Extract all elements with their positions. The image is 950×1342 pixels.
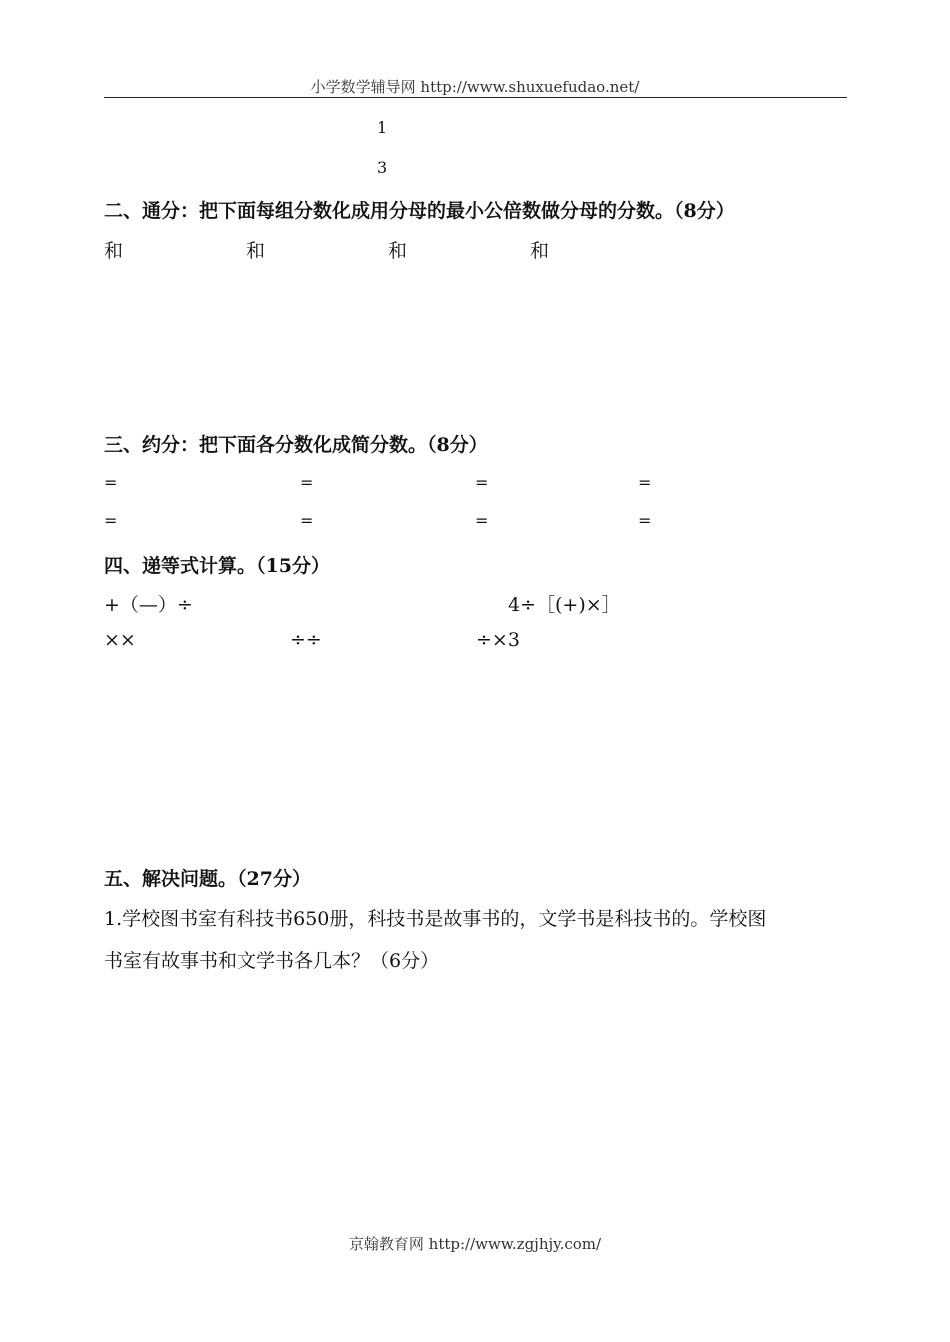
page-footer: 京翰教育网 http://www.zgjhjy.com/	[348, 1235, 602, 1253]
section-4-expression: +（—）÷	[104, 594, 193, 616]
section-2-item: 和	[530, 240, 550, 262]
section-3-equals: =	[638, 511, 652, 530]
section-4-expression: ÷×3	[476, 629, 520, 651]
section-5-title: 五、解决问题。（27分）	[104, 868, 311, 890]
section-3-equals: =	[300, 511, 314, 530]
section-3-equals: =	[104, 511, 118, 530]
section-3-equals: =	[638, 473, 652, 492]
question-1-line-2: 书室有故事书和文学书各几本？（6分）	[104, 950, 440, 972]
section-4-expression: ÷÷	[290, 629, 322, 651]
fraction-numerator: 1	[377, 118, 388, 137]
section-3-equals: =	[104, 473, 118, 492]
question-1-line-1: 1.学校图书室有科技书650册，科技书是故事书的，文学书是科技书的。学校图	[104, 908, 767, 930]
fraction-denominator: 3	[377, 158, 388, 177]
section-3-equals: =	[475, 511, 489, 530]
section-3-equals: =	[300, 473, 314, 492]
header-divider	[104, 97, 847, 98]
section-2-item: 和	[246, 240, 266, 262]
section-4-expression: 4÷［(+)×］	[508, 594, 621, 616]
section-2-title: 二、通分：把下面每组分数化成用分母的最小公倍数做分母的分数。（8分）	[104, 200, 735, 222]
section-4-title: 四、递等式计算。（15分）	[104, 555, 330, 577]
section-2-item: 和	[388, 240, 408, 262]
section-3-equals: =	[475, 473, 489, 492]
page-header: 小学数学辅导网 http://www.shuxuefudao.net/	[310, 78, 640, 96]
section-4-expression: ××	[104, 629, 136, 651]
section-2-item: 和	[104, 240, 124, 262]
section-3-title: 三、约分：把下面各分数化成简分数。（8分）	[104, 434, 488, 456]
